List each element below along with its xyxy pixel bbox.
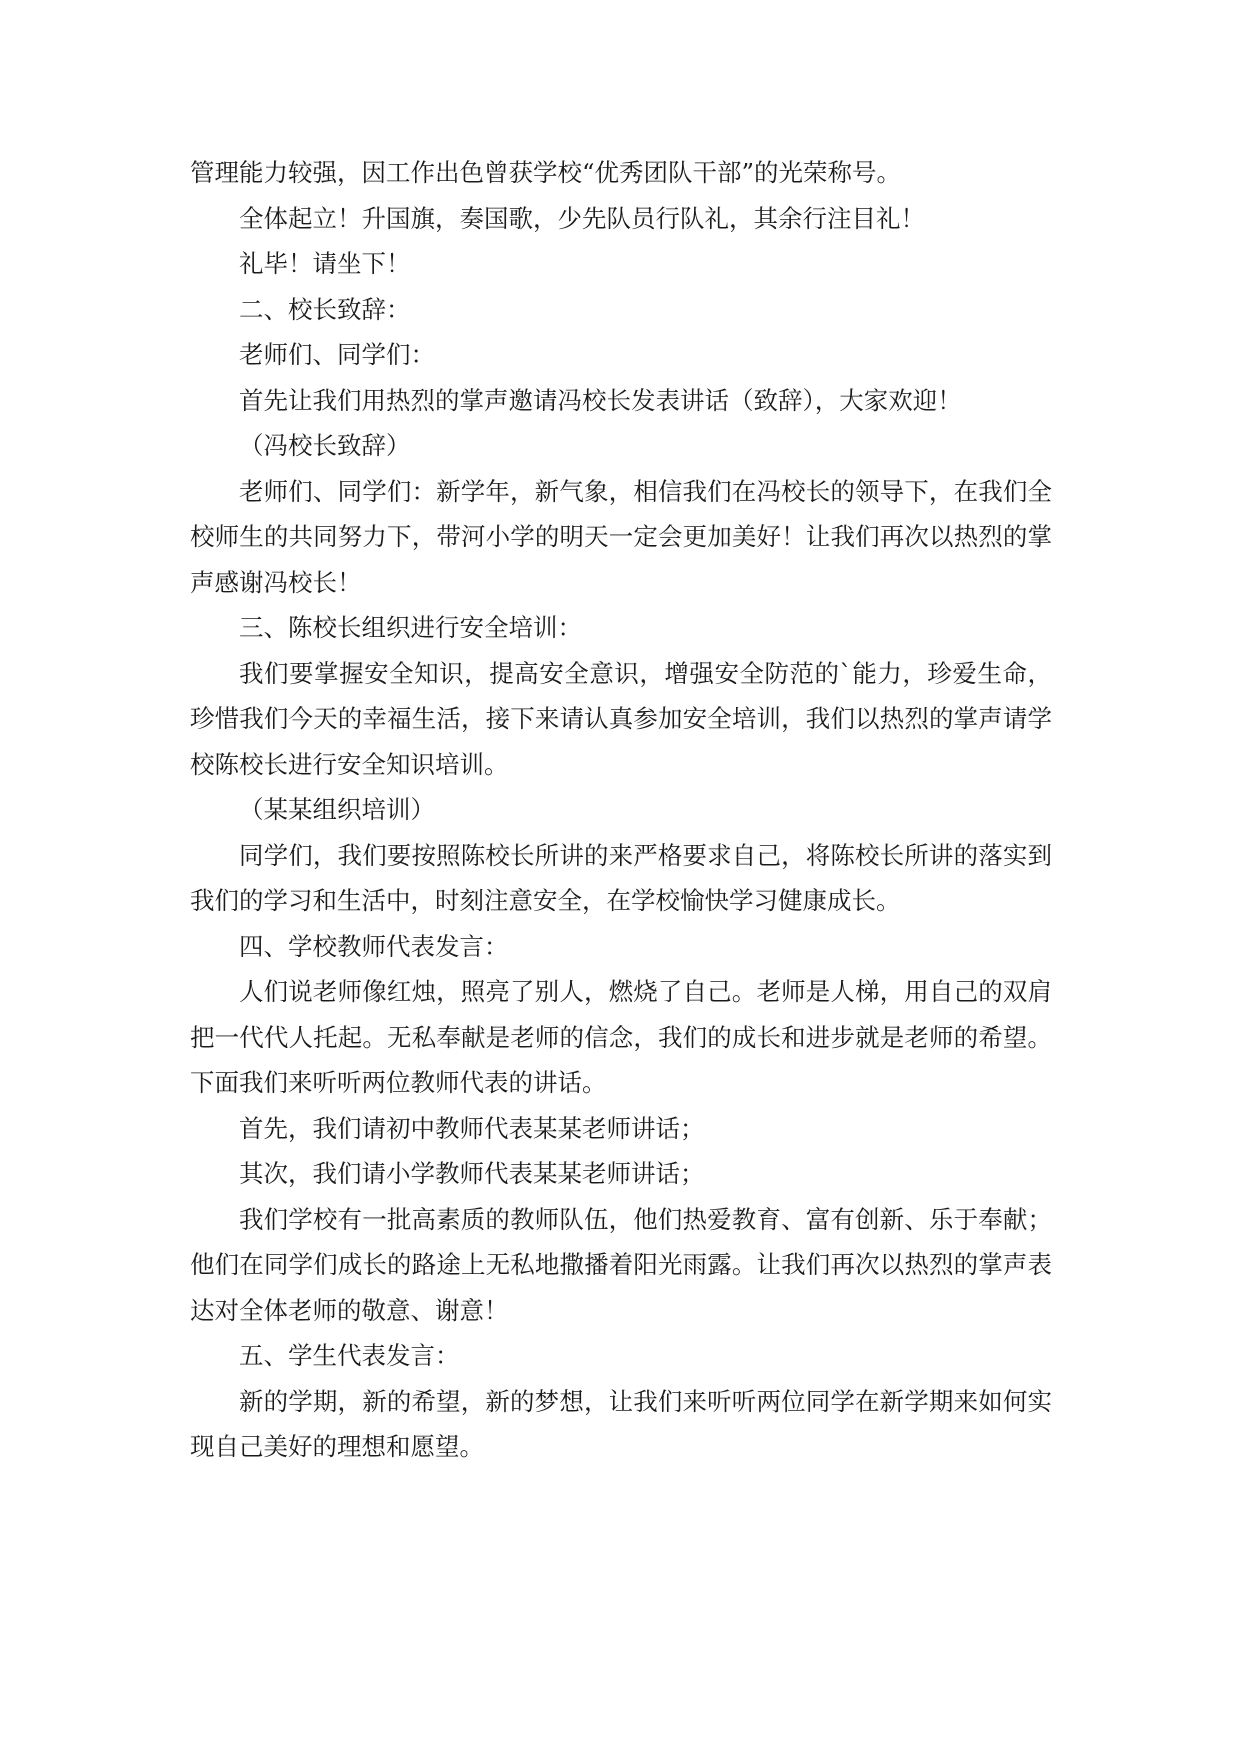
paragraph: 礼毕！请坐下！ xyxy=(239,249,411,278)
paragraph: 全体起立！升国旗，奏国歌，少先队员行队礼，其余行注目礼！ xyxy=(239,203,925,233)
section-heading: 四、学校教师代表发言： xyxy=(239,931,509,961)
paragraph: 管理能力较强，因工作出色曾获学校“优秀团队干部”的光荣称号。 xyxy=(190,158,902,187)
paragraph: 老师们、同学们： xyxy=(239,340,435,369)
paragraph: 首先让我们用热烈的掌声邀请冯校长发表讲话（致辞），大家欢迎！ xyxy=(239,385,962,415)
paragraph: 首先，我们请初中教师代表某某老师讲话； xyxy=(239,1113,705,1143)
section-heading: 三、陈校长组织进行安全培训： xyxy=(239,613,582,642)
paragraph: 我们学校有一批高素质的教师队伍，他们热爱教育、富有创新、乐于奉献；他们在同学们成长的路途上无私地撒播着阳光雨露。让我们再次以热烈的掌声表达对全体老师的敬意、谢意！ xyxy=(190,1204,1052,1325)
paragraph: 我们要掌握安全知识，提高安全意识，增强安全防范的`能力，珍爱生命，珍惜我们今天的幸福生活，接下来请认真参加安全培训，我们以热烈的掌声请学校陈校长进行安全知识培训。 xyxy=(190,658,1052,779)
paragraph: 老师们、同学们：新学年，新气象，相信我们在冯校长的领导下，在我们全校师生的共同努力下，带河小学的明天一定会更加美好！让我们再次以热烈的掌声感谢冯校长！ xyxy=(190,476,1052,597)
stage-direction: （某某组织培训） xyxy=(239,795,435,824)
section-heading: 二、校长致辞： xyxy=(239,294,411,324)
paragraph: 新的学期，新的希望，新的梦想，让我们来听听两位同学在新学期来如何实现自己美好的理想和愿望。 xyxy=(190,1386,1052,1461)
paragraph: 其次，我们请小学教师代表某某老师讲话； xyxy=(239,1159,705,1188)
section-heading: 五、学生代表发言： xyxy=(239,1341,460,1370)
stage-direction: （冯校长致辞） xyxy=(239,431,411,460)
paragraph: 同学们，我们要按照陈校长所讲的来严格要求自己，将陈校长所讲的落实到我们的学习和生活中，时刻注意安全，在学校愉快学习健康成长。 xyxy=(190,840,1052,915)
paragraph: 人们说老师像红烛，照亮了别人，燃烧了自己。老师是人梯，用自己的双肩把一代代人托起。无私奉献是老师的信念，我们的成长和进步就是老师的希望。下面我们来听听两位教师代表的讲话。 xyxy=(190,977,1052,1097)
document-body xyxy=(190,150,1052,1470)
